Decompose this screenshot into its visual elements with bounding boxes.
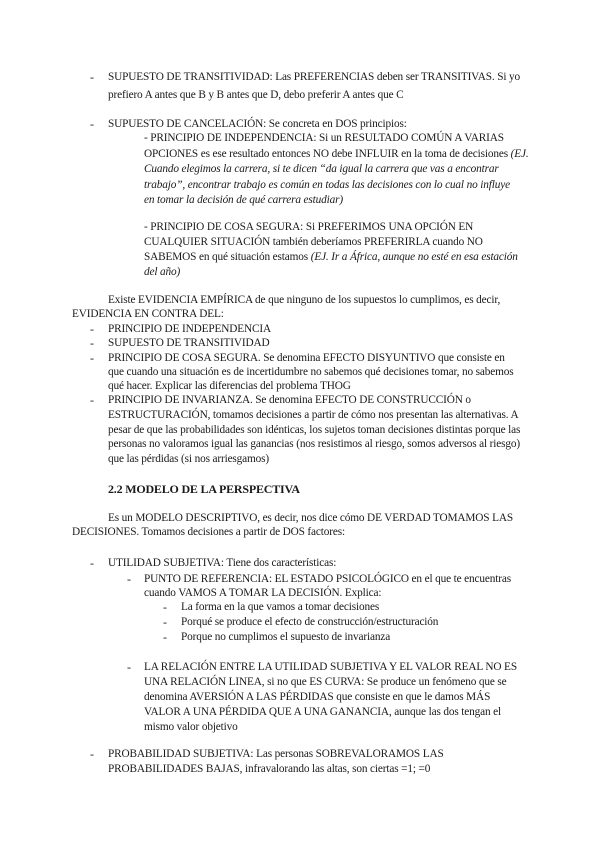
relacion-line-1: LA RELACIÓN ENTRE LA UTILIDAD SUBJETIVA Y EL VALOR REAL NO ES	[144, 661, 517, 673]
punto-referencia-sub-2: Porqué se produce el efecto de construcción/estructuración	[181, 616, 439, 628]
cancelacion-line-1: SUPUESTO DE CANCELACIÓN: Se concreta en DOS principios:	[108, 118, 407, 130]
cosa-segura-line-3	[144, 250, 518, 264]
relacion-line-3: denomina AVERSIÓN A LAS PÉRDIDAS que consiste en que le damos MÁS	[144, 691, 491, 703]
independencia-line-5: en tomar la decisión de qué carrera estudiar)	[144, 194, 343, 206]
bullet-dash: -	[127, 660, 131, 674]
evidencia-item-4-line-5: que las pérdidas (si nos arriesgamos)	[108, 453, 270, 465]
evidencia-item-3-line-3: qué hacer. Explicar las diferencias del problema THOG	[108, 380, 351, 392]
independencia-line-3: Cuando elegimos la carrera, si te dicen “da igual la carrera que vas a encontrar	[144, 163, 499, 175]
independencia-line-2	[144, 147, 529, 161]
punto-referencia-line-1: PUNTO DE REFERENCIA: EL ESTADO PSICOLÓGICO en el que te encuentras	[144, 573, 511, 585]
bullet-dash: -	[90, 117, 94, 131]
evidencia-item-3-line-1: PRINCIPIO DE COSA SEGURA. Se denomina EFECTO DISYUNTIVO que consiste en	[108, 352, 505, 364]
punto-referencia-sub-1: La forma en la que vamos a tomar decisiones	[181, 601, 380, 613]
bullet-dash: -	[90, 556, 94, 570]
punto-referencia-line-2: cuando VAMOS A TOMAR LA DECISIÓN. Explica:	[144, 587, 382, 599]
evidencia-item-4-line-3: pesar de que las probabilidades son idénticas, los sujetos toman decisiones distintas porque las	[108, 424, 521, 436]
independencia-line-4: trabajo”, encontrar trabajo es común en todas las decisiones con lo cual no influye	[144, 179, 510, 191]
modelo-intro-line-1: Es un MODELO DESCRIPTIVO, es decir, nos dice cómo DE VERDAD TOMAMOS LAS	[108, 512, 513, 524]
evidencia-item-3-line-2: que cuando una situación es de incertidumbre no sabemos qué decisiones tomar, no sabemos	[108, 366, 514, 378]
evidencia-item-4-line-2: ESTRUCTURACIÓN, tomamos decisiones a partir de cómo nos presentan las alternativas. A	[108, 409, 519, 421]
bullet-dash: -	[90, 747, 94, 761]
bullet-dash: -	[163, 615, 167, 629]
probabilidad-subjetiva-line-1: PROBABILIDAD SUBJETIVA: Las personas SOBREVALORAMOS LAS	[108, 748, 444, 760]
bullet-dash: -	[90, 393, 94, 407]
probabilidad-subjetiva-line-2: PROBABILIDADES BAJAS, infravalorando las altas, son ciertas =1; =0	[108, 763, 431, 775]
independencia-line-1: - PRINCIPIO DE INDEPENDENCIA: Si un RESULTADO COMÚN A VARIAS	[144, 132, 504, 144]
cosa-segura-line-4: del año)	[144, 266, 181, 278]
relacion-line-2: UNA RELACIÓN LINEA, si no que ES CURVA: Se produce un fenómeno que se	[144, 676, 507, 688]
bullet-dash: -	[90, 322, 94, 336]
evidencia-item-1: PRINCIPIO DE INDEPENDENCIA	[108, 323, 272, 335]
bullet-dash: -	[90, 336, 94, 350]
relacion-line-5: mismo valor objetivo	[144, 721, 238, 733]
section-heading: 2.2 MODELO DE LA PERSPECTIVA	[108, 482, 300, 496]
punto-referencia-sub-3: Porque no cumplimos el supuesto de invarianza	[181, 631, 391, 643]
evidencia-item-4-line-1: PRINCIPIO DE INVARIANZA. Se denomina EFECTO DE CONSTRUCCIÓN o	[108, 394, 471, 406]
evidencia-line-1: Existe EVIDENCIA EMPÍRICA de que ninguno de los supuestos lo cumplimos, es decir,	[108, 294, 501, 306]
bullet-dash: -	[163, 630, 167, 644]
utilidad-subjetiva-line: UTILIDAD SUBJETIVA: Tiene dos características:	[108, 557, 337, 569]
evidencia-line-2: EVIDENCIA EN CONTRA DEL:	[72, 308, 224, 320]
evidencia-item-2: SUPUESTO DE TRANSITIVIDAD	[108, 337, 270, 349]
cosa-segura-example: (EJ. Ir a África, aunque no esté en esa estación	[310, 251, 518, 263]
cosa-segura-line-1: - PRINCIPIO DE COSA SEGURA: Si PREFERIMOS UNA OPCIÓN EN	[144, 221, 474, 233]
cosa-segura-line-2: CUALQUIER SITUACIÓN también deberíamos PREFERIRLA cuando NO	[144, 236, 483, 248]
transitividad-line-1: SUPUESTO DE TRANSITIVIDAD: Las PREFERENCIAS deben ser TRANSITIVAS. Si yo	[108, 71, 521, 83]
transitividad-line-2: prefiero A antes que B y B antes que D, debo preferir A antes que C	[108, 89, 404, 101]
independencia-example-start: (EJ.	[510, 148, 529, 160]
bullet-dash: -	[90, 70, 94, 84]
modelo-intro-line-2: DECISIONES. Tomamos decisiones a partir de DOS factores:	[72, 526, 345, 538]
evidencia-item-4-line-4: personas no valoramos igual las ganancias (nos resistimos al riesgo, somos adversos al riesgo)	[108, 438, 520, 450]
bullet-dash: -	[127, 572, 131, 586]
bullet-dash: -	[163, 600, 167, 614]
independencia-text: OPCIONES es ese resultado entonces NO debe INFLUIR en la toma de decisiones	[144, 148, 511, 160]
bullet-dash: -	[90, 351, 94, 365]
cosa-segura-text: SABEMOS en qué situación estamos	[144, 251, 311, 263]
relacion-line-4: VALOR A UNA PÉRDIDA QUE A UNA GANANCIA, aunque las dos tengan el	[144, 706, 502, 718]
